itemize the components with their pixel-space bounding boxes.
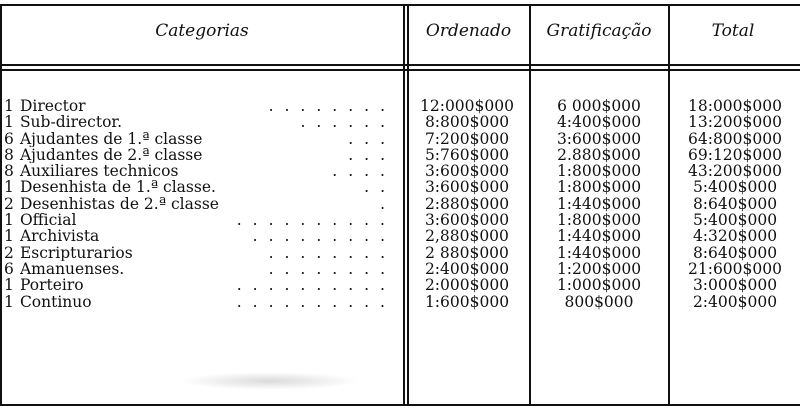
- ordenado-cell: 2:000$000: [424, 276, 510, 295]
- row-qty: 2: [4, 244, 14, 261]
- row-categoria: Official: [19, 212, 77, 229]
- total-cell: 43:200$000: [688, 162, 782, 181]
- col-divider-1a: [403, 4, 405, 404]
- total-cell: 8:640$000: [692, 243, 778, 262]
- row-qty: 6: [4, 260, 14, 278]
- row-qty: 1: [4, 98, 14, 115]
- table-row: [4, 294, 402, 310]
- row-categoria: Escripturarios: [19, 244, 133, 261]
- gratificacao-cell: 1:440$000: [556, 194, 642, 213]
- ordenado-column: [408, 98, 526, 310]
- leader-dots: ....: [332, 163, 396, 180]
- row-qty: 1: [4, 293, 14, 310]
- leader-dots: ..........: [236, 277, 396, 294]
- table-row: [4, 196, 402, 212]
- row-categoria: Desenhista de 1.ª classe.: [19, 179, 216, 196]
- ordenado-cell: 3:600$000: [424, 211, 510, 230]
- categorias-column: [4, 98, 402, 310]
- total-cell: 5:400$000: [692, 178, 778, 197]
- ordenado-cell: 3:600$000: [424, 178, 510, 197]
- row-qty: 1: [4, 277, 14, 294]
- total-column: [674, 98, 796, 310]
- gratificacao-cell: 1:440$000: [556, 243, 642, 262]
- table-row: [4, 114, 402, 130]
- table-row: [4, 98, 402, 114]
- row-categoria: Desenhistas de 2.ª classe: [19, 195, 219, 213]
- leader-dots: ..: [364, 179, 396, 196]
- total-cell: 5:400$000: [692, 211, 778, 230]
- gratificacao-cell: 1:800$000: [556, 162, 642, 181]
- total-cell: 4:320$000: [692, 227, 778, 246]
- total-cell: 21:600$000: [688, 259, 782, 278]
- ordenado-cell: 2 880$000: [425, 243, 509, 262]
- leader-dots: ......: [300, 114, 396, 131]
- leader-dots: ........: [268, 244, 396, 261]
- ordenado-cell: 8:800$000: [424, 113, 510, 132]
- total-cell: 69:120$000: [688, 145, 782, 164]
- gratificacao-cell: 1:440$000: [556, 227, 642, 246]
- gratificacao-cell: 6 000$000: [557, 97, 641, 115]
- ordenado-cell: 12:000$000: [420, 97, 514, 115]
- leader-dots: ..........: [236, 293, 396, 310]
- table-row: [4, 228, 402, 244]
- row-categoria: Ajudantes de 2.ª classe: [19, 146, 203, 164]
- gratificacao-cell: 2.880$000: [557, 145, 641, 164]
- row-categoria: Director: [19, 98, 86, 115]
- header-categorias: Categorias: [155, 21, 249, 41]
- ink-stain: [180, 372, 360, 390]
- leader-dots: ...: [348, 130, 396, 147]
- table-row: [4, 163, 402, 179]
- leader-dots: ........: [268, 260, 396, 278]
- leader-dots: .........: [252, 228, 396, 245]
- gratificacao-cell: 4:400$000: [556, 113, 642, 132]
- gratificacao-column: [532, 98, 666, 310]
- gratificacao-cell: 1:000$000: [556, 276, 642, 295]
- row-categoria: Amanuenses.: [19, 260, 125, 278]
- bottom-rule: [0, 404, 800, 406]
- total-cell: 64:800$000: [688, 129, 782, 148]
- header-rule-2: [0, 69, 800, 71]
- total-cell: 13:200$000: [688, 113, 782, 132]
- leader-dots: ........: [268, 98, 396, 115]
- table-row: [4, 179, 402, 195]
- col-divider-3: [668, 4, 670, 404]
- header-rule-1: [0, 64, 800, 66]
- row-categoria: Ajudantes de 1.ª classe: [19, 130, 203, 147]
- total-cell: 2:400$000: [692, 292, 778, 311]
- row-categoria: Continuo: [19, 293, 92, 310]
- row-qty: 8: [4, 146, 14, 164]
- ordenado-cell: 5:760$000: [424, 145, 510, 164]
- leader-dots: ..........: [236, 212, 396, 229]
- header-total: Total: [711, 21, 755, 41]
- leader-dots: ...: [348, 146, 396, 164]
- header-ordenado: Ordenado: [425, 21, 512, 41]
- ordenado-cell: 3:600$000: [424, 162, 510, 181]
- gratificacao-cell: 1:200$000: [556, 259, 642, 278]
- row-qty: 1: [4, 212, 14, 229]
- row-qty: 1: [4, 179, 14, 196]
- ordenado-cell: 1:600$000: [424, 292, 510, 311]
- top-rule: [0, 4, 800, 6]
- row-categoria: Sub-director.: [19, 114, 123, 131]
- leader-dots: .: [380, 195, 396, 213]
- ordenado-cell: 2,880$000: [425, 227, 509, 246]
- left-border: [0, 4, 2, 406]
- header-gratificacao: Gratificação: [546, 21, 652, 41]
- total-cell: 8:640$000: [692, 194, 778, 213]
- table-row: [4, 147, 402, 163]
- table-row: [4, 245, 402, 261]
- row-qty: 2: [4, 195, 14, 213]
- ordenado-cell: 2:880$000: [424, 194, 510, 213]
- gratificacao-cell: 1:800$000: [556, 211, 642, 230]
- table-row: [4, 212, 402, 228]
- ordenado-cell: 7:200$000: [424, 129, 510, 148]
- row-qty: 1: [4, 228, 14, 245]
- total-cell: 18:000$000: [688, 97, 782, 115]
- gratificacao-cell: 1:800$000: [556, 178, 642, 197]
- row-categoria: Auxiliares technicos: [19, 163, 179, 180]
- gratificacao-cell: 800$000: [564, 292, 634, 311]
- row-qty: 6: [4, 130, 14, 147]
- row-qty: 1: [4, 114, 14, 131]
- total-cell: 3:000$000: [692, 276, 778, 295]
- row-categoria: Porteiro: [19, 277, 84, 294]
- ordenado-cell: 2:400$000: [424, 259, 510, 278]
- col-divider-2: [529, 4, 531, 404]
- row-qty: 8: [4, 163, 14, 180]
- table-row: [4, 261, 402, 277]
- row-categoria: Archivista: [19, 228, 100, 245]
- gratificacao-cell: 3:600$000: [556, 129, 642, 148]
- table-row: [4, 277, 402, 293]
- table-row: [4, 131, 402, 147]
